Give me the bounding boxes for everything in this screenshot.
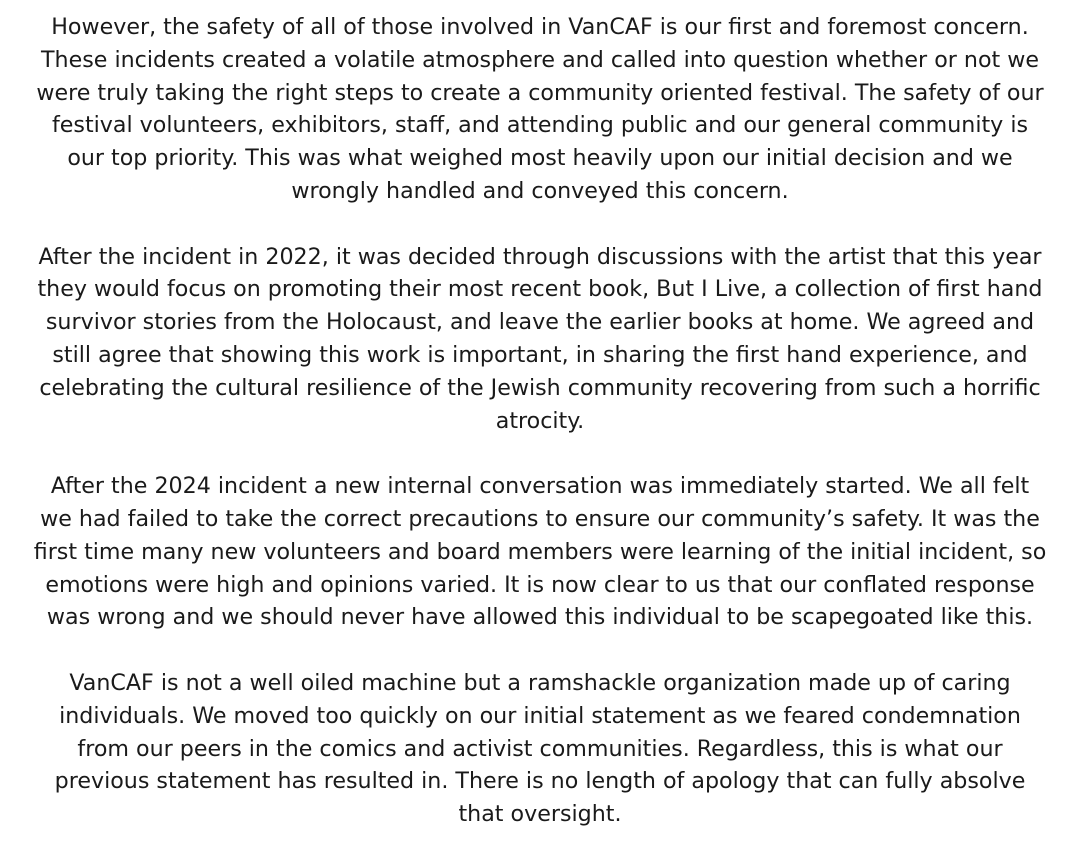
text-line: was wrong and we should never have allowed this individual to be scapegoated like this. [46, 604, 1034, 631]
paragraph-organization-apology [0, 667, 1080, 831]
text-line: atrocity. [495, 407, 585, 434]
text-line: emotions were high and opinions varied. It is now clear to us that our conflated response [45, 571, 1035, 598]
text-line: still agree that showing this work is important, in sharing the first hand experience, and [52, 341, 1028, 368]
text-line: These incidents created a volatile atmosphere and called into question whether or not we [41, 46, 1039, 73]
text-line: individuals. We moved too quickly on our initial statement as we feared condemnation [59, 702, 1021, 729]
paragraph-spacer [0, 634, 1080, 667]
paragraph-safety-concern [0, 11, 1080, 208]
text-line: from our peers in the comics and activist communities. Regardless, this is what our [77, 735, 1003, 762]
text-line: first time many new volunteers and board members were learning of the initial incident, so [33, 538, 1047, 565]
text-line: were truly taking the right steps to create a community oriented festival. The safety of our [36, 79, 1044, 106]
text-line: festival volunteers, exhibitors, staff, and attending public and our general community is [51, 112, 1029, 139]
text-line: we had failed to take the correct precautions to ensure our community’s safety. It was the [40, 505, 1040, 532]
text-line: they would focus on promoting their most recent book, But I Live, a collection of first hand [37, 276, 1043, 303]
text-line: However, the safety of all of those involved in VanCAF is our first and foremost concern. [51, 14, 1029, 40]
text-line: our top priority. This was what weighed most heavily upon our initial decision and we [67, 145, 1013, 172]
paragraph-2024-incident [0, 470, 1080, 634]
paragraph-2022-incident [0, 241, 1080, 438]
paragraph-spacer [0, 208, 1080, 241]
paragraph-spacer [0, 437, 1080, 470]
text-line: After the 2024 incident a new internal conversation was immediately started. We all felt [50, 473, 1030, 500]
text-line: that oversight. [458, 801, 622, 828]
text-line: survivor stories from the Holocaust, and leave the earlier books at home. We agreed and [45, 309, 1035, 336]
text-line: VanCAF is not a well oiled machine but a ramshackle organization made up of caring [69, 669, 1011, 696]
text-line: previous statement has resulted in. There is no length of apology that can fully absolve [54, 768, 1026, 795]
text-line: After the incident in 2022, it was decided through discussions with the artist that this year [38, 243, 1042, 270]
text-line: celebrating the cultural resilience of the Jewish community recovering from such a horrific [39, 374, 1041, 401]
text-line: wrongly handled and conveyed this concern. [291, 177, 789, 204]
